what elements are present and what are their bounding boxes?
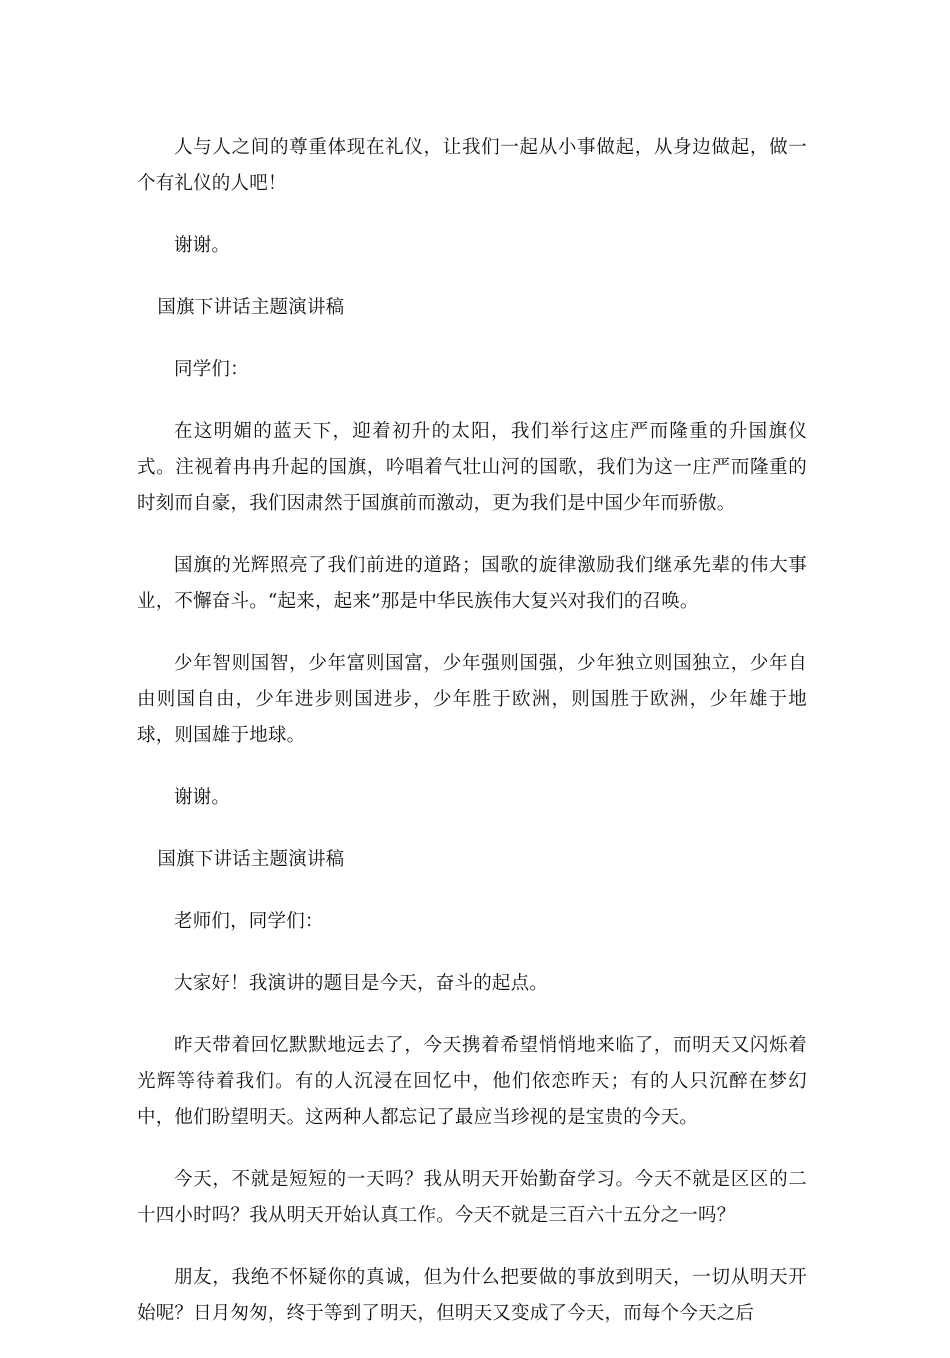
paragraph-thanks: 谢谢。 bbox=[174, 787, 231, 808]
paragraph-body: 在这明媚的蓝天下，迎着初升的太阳，我们举行这庄严而隆重的升国旗仪式。注视着冉冉升起的国旗，吟唱着气壮山河的国歌，我们为这一庄严而隆重的时刻而自豪，我们因肃然于国旗前而激动，更为我们是中国少年而骄傲。 bbox=[137, 421, 807, 514]
section-title: 国旗下讲话主题演讲稿 bbox=[157, 849, 345, 870]
section-title: 国旗下讲话主题演讲稿 bbox=[157, 297, 345, 318]
paragraph-body: 昨天带着回忆默默地远去了，今天携着希望悄悄地来临了，而明天又闪烁着光辉等待着我们。有的人沉浸在回忆中，他们依恋昨天；有的人只沉醉在梦幻中，他们盼望明天。这两种人都忘记了最应当珍视的是宝贵的今天。 bbox=[137, 1035, 807, 1128]
paragraph-closing-remark: 人与人之间的尊重体现在礼仪，让我们一起从小事做起，从身边做起，做一个有礼仪的人吧！ bbox=[137, 137, 807, 194]
paragraph-body: 大家好！我演讲的题目是今天，奋斗的起点。 bbox=[174, 973, 549, 994]
paragraph-body: 少年智则国智，少年富则国富，少年强则国强，少年独立则国独立，少年自由则国自由，少年进步则国进步，少年胜于欧洲，则国胜于欧洲，少年雄于地球，则国雄于地球。 bbox=[137, 653, 807, 746]
paragraph-greeting: 同学们： bbox=[174, 359, 249, 380]
paragraph-body: 今天，不就是短短的一天吗？我从明天开始勤奋学习。今天不就是区区的二十四小时吗？我从明天开始认真工作。今天不就是三百六十五分之一吗？ bbox=[137, 1169, 807, 1226]
document-body bbox=[137, 130, 807, 1358]
paragraph-body: 朋友，我绝不怀疑你的真诚，但为什么把要做的事放到明天，一切从明天开始呢？日月匆匆，终于等到了明天，但明天又变成了今天，而每个今天之后 bbox=[137, 1267, 807, 1324]
paragraph-thanks: 谢谢。 bbox=[174, 235, 231, 256]
paragraph-greeting: 老师们，同学们： bbox=[174, 911, 324, 932]
paragraph-body: 国旗的光辉照亮了我们前进的道路；国歌的旋律激励我们继承先辈的伟大事业，不懈奋斗。“起来，起来”那是中华民族伟大复兴对我们的召唤。 bbox=[137, 555, 807, 612]
